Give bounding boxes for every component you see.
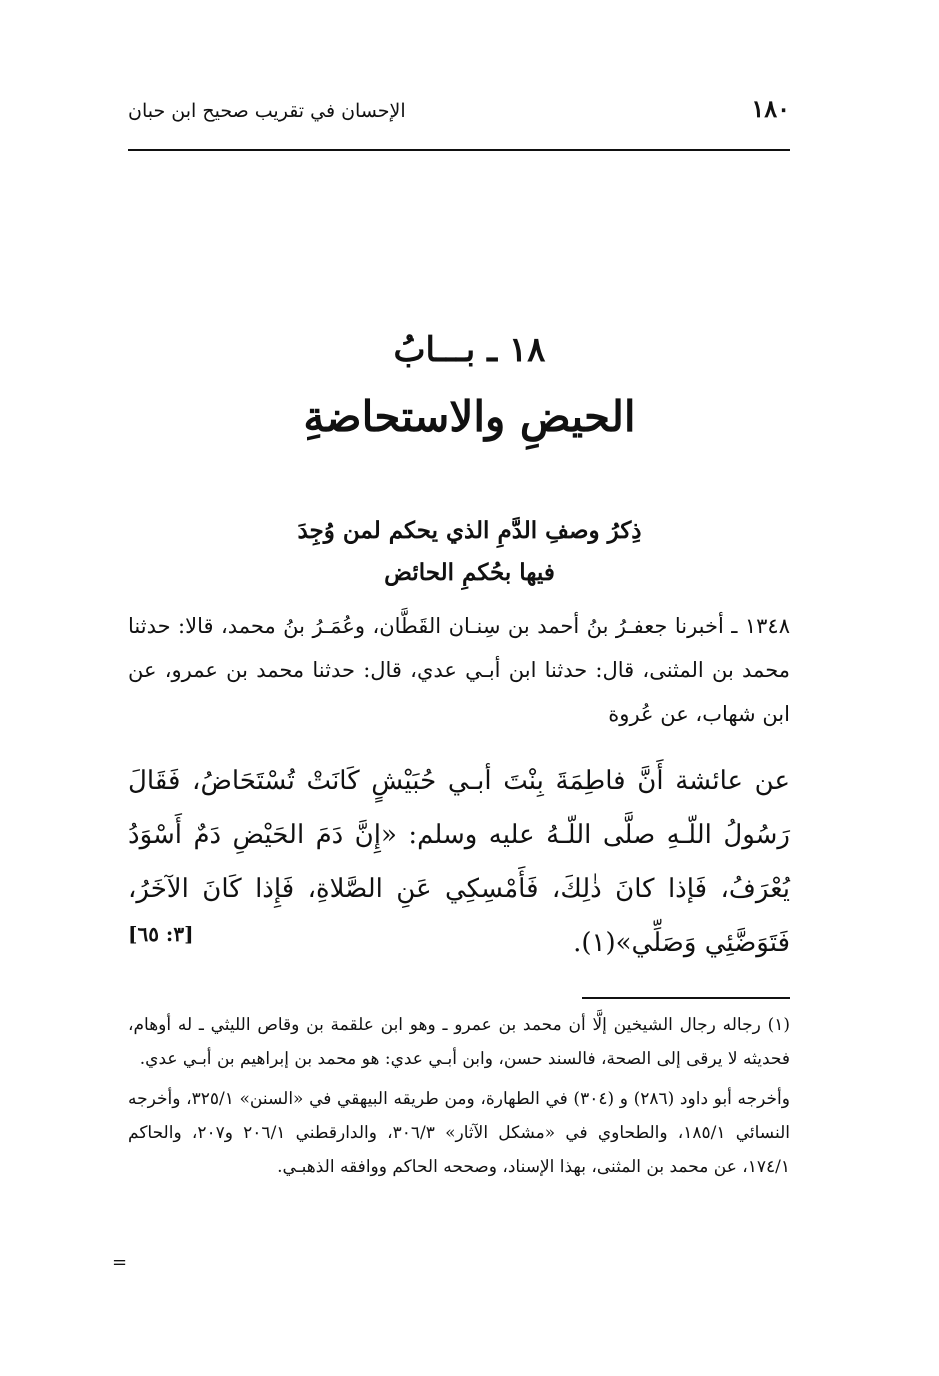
chapter-number: ١٨ ـ بـــابُ [393,330,546,370]
chapter-title: الحيضِ والاستحاضةِ [303,392,636,441]
reference-code: [٣: ٦٥] [128,922,194,946]
footnote-rule [582,997,790,999]
hadith-isnad: ١٣٤٨ ـ أخبرنا جعفـرُ بنُ أحمد بن سِنـان القَطَّان، وعُمَـرُ بنُ محمد، قالا: حدثنا محمد بن المثنى، قال: حدثنا ابن أبـي عدي، قال: حدثنا محمد بن عمرو، عن ابن شهاب، عن عُروة [128,614,790,726]
continuation-mark: = [112,1252,128,1273]
footnote-paragraph-2: وأخرجه أبو داود (٢٨٦) و (٣٠٤) في الطهارة، ومن طريقه البيهقي في «السنن» ٣٢٥/١، وأخرجه النسائي ١٨٥/١، والطحاوي في «مشكل الآثار» ٣٠٦/٣، والدارقطني ٢٠٦/١ و٢٠٧، والحاكم ١٧٤/١، عن محمد بن المثنى، بهذا الإسناد، وصححه الحاكم ووافقه الذهبـي. [128,1089,790,1177]
header-rule [128,149,790,151]
section-heading-line-1: ذِكرُ وصفِ الدَّمِ الذي يحكم لمن وُجِدَ [297,517,642,544]
running-title: الإحسان في تقريب صحيح ابن حبان [128,100,406,122]
running-header [128,94,790,144]
footnote-paragraph-1: (١) رجاله رجال الشيخين إلَّا أن محمد بن عمرو ـ وهو ابن علقمة بن وقاص الليثي ـ له أوهام، فحديثه لا يرقى إلى الصحة، فالسند حسن، وابن أبـي عدي: هو محمد بن إبراهيم بن أبـي عدي. [128,1015,790,1069]
section-heading [0,510,939,594]
page-number: ١٨٠ [751,94,790,123]
footnotes [128,1008,790,1190]
hadith-matn: عن عائشة أَنَّ فاطِمَةَ بِنْتَ أبـي حُبَيْشٍ كَانَتْ تُسْتَحَاضُ، فَقَالَ رَسُولُ اللّـهِ صلَّى اللّـهُ عليه وسلم: «إِنَّ دَمَ الحَيْضِ دَمٌ أَسْوَدُ يُعْرَفُ، فَإذا كانَ ذٰلِكَ، فَأَمْسِكِي عَنِ الصَّلاةِ، فَإِذا كَانَ الآخَرُ، فَتَوَضَّئِي وَصَلِّي»(١). [128,766,790,958]
section-heading-line-2: فيها بحُكمِ الحائض [384,559,555,586]
